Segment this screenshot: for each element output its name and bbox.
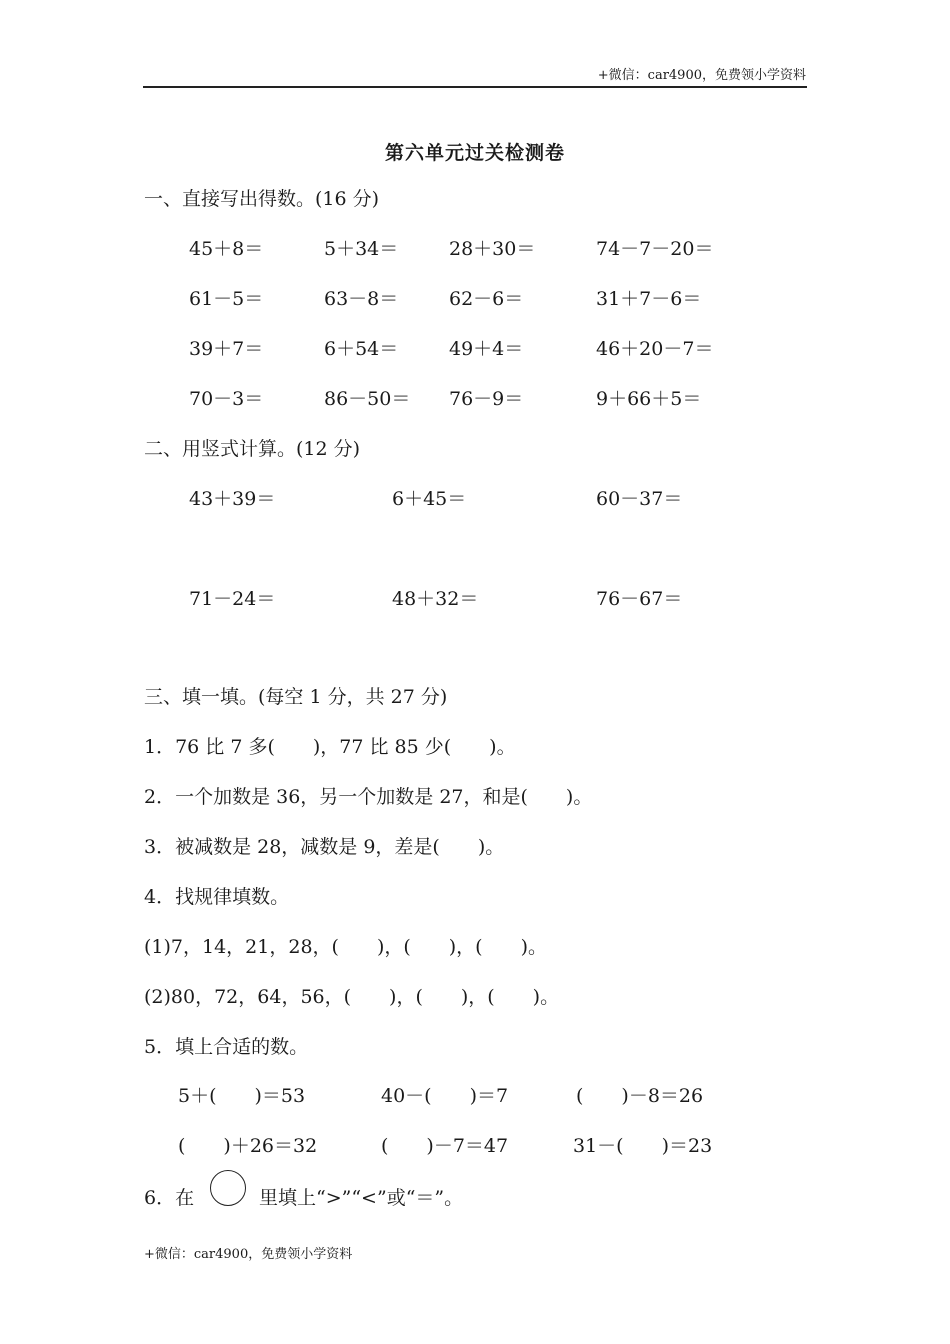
- s2-r2-c1: 71－24＝: [189, 588, 276, 610]
- page-title: 第六单元过关检测卷: [384, 142, 565, 164]
- q5-r2-c2: ( )－7＝47: [381, 1135, 509, 1157]
- question-4-part-1: (1)7，14，21，28，( )，( )，( )。: [144, 936, 548, 958]
- s1-r2-c2: 63－8＝: [324, 288, 399, 310]
- s1-r1-c3: 28＋30＝: [449, 238, 536, 260]
- s2-r1-c2: 6＋45＝: [392, 488, 467, 510]
- section3-heading: 三、填一填。(每空 1 分，共 27 分): [144, 686, 448, 708]
- s1-r4-c2: 86－50＝: [324, 388, 411, 410]
- s1-r1-c4: 74－7－20＝: [596, 238, 714, 260]
- q5-r1-c1: 5＋( )＝53: [178, 1085, 306, 1107]
- compare-circle-icon: [210, 1170, 246, 1206]
- s1-r1-c2: 5＋34＝: [324, 238, 399, 260]
- s1-r3-c3: 49＋4＝: [449, 338, 524, 360]
- s2-r2-c2: 48＋32＝: [392, 588, 479, 610]
- s1-r1-c1: 45＋8＝: [189, 238, 264, 260]
- s1-r4-c3: 76－9＝: [449, 388, 524, 410]
- question-5: 5．填上合适的数。: [144, 1036, 309, 1058]
- footer-watermark: +微信：car4900，免费领小学资料: [144, 1247, 353, 1262]
- s2-r2-c3: 76－67＝: [596, 588, 683, 610]
- s1-r3-c1: 39＋7＝: [189, 338, 264, 360]
- question-3: 3．被减数是 28，减数是 9，差是( )。: [144, 836, 505, 858]
- s1-r2-c1: 61－5＝: [189, 288, 264, 310]
- question-4-part-2: (2)80，72，64，56，( )，( )，( )。: [144, 986, 560, 1008]
- question-4: 4．找规律填数。: [144, 886, 290, 908]
- s2-r1-c3: 60－37＝: [596, 488, 683, 510]
- header-rule: [143, 86, 807, 88]
- s1-r3-c4: 46＋20－7＝: [596, 338, 714, 360]
- q5-r2-c3: 31－( )＝23: [573, 1135, 713, 1157]
- s1-r4-c1: 70－3＝: [189, 388, 264, 410]
- section1-heading: 一、直接写出得数。(16 分): [144, 188, 380, 210]
- s1-r2-c3: 62－6＝: [449, 288, 524, 310]
- s1-r3-c2: 6＋54＝: [324, 338, 399, 360]
- question-6-suffix: 里填上“>”“<”或“＝”。: [259, 1187, 464, 1209]
- q5-r1-c3: ( )－8＝26: [576, 1085, 704, 1107]
- q5-r2-c1: ( )＋26＝32: [178, 1135, 318, 1157]
- question-2: 2．一个加数是 36，另一个加数是 27，和是( )。: [144, 786, 593, 808]
- q5-r1-c2: 40－( )＝7: [381, 1085, 509, 1107]
- header-watermark: +微信：car4900，免费领小学资料: [597, 68, 806, 83]
- s1-r4-c4: 9＋66＋5＝: [596, 388, 702, 410]
- section2-heading: 二、用竖式计算。(12 分): [144, 438, 361, 460]
- question-6-prefix: 6．在: [144, 1187, 195, 1209]
- question-1: 1．76 比 7 多( )，77 比 85 少( )。: [144, 736, 516, 758]
- s2-r1-c1: 43＋39＝: [189, 488, 276, 510]
- s1-r2-c4: 31＋7－6＝: [596, 288, 702, 310]
